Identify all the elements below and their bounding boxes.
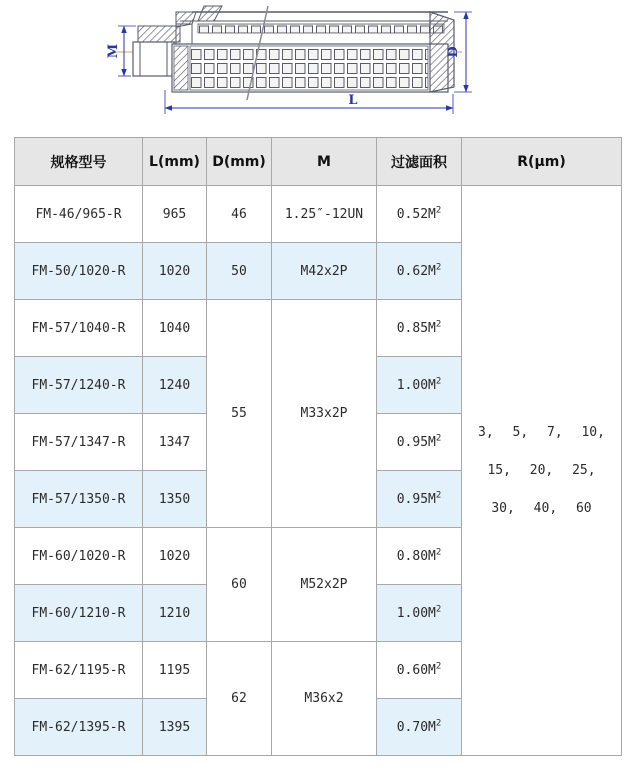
area-cell: $1.00M^2$ xyxy=(377,357,462,414)
dimension-m xyxy=(106,26,136,76)
model-cell: FM-46/965-R xyxy=(15,186,143,243)
length-cell: 1020 xyxy=(143,528,207,585)
area-cell: $0.70M^2$ xyxy=(377,699,462,756)
dim-label-d: D xyxy=(446,46,461,58)
model-cell: FM-50/1020-R xyxy=(15,243,143,300)
area-cell: $1.00M^2$ xyxy=(377,585,462,642)
area-cell: $0.80M^2$ xyxy=(377,528,462,585)
filter-drawing-svg xyxy=(0,0,634,134)
filter-element-drawing xyxy=(0,0,634,134)
model-cell: FM-60/1020-R xyxy=(15,528,143,585)
length-cell: 1395 xyxy=(143,699,207,756)
dim-label-l: L xyxy=(348,93,358,108)
header-diameter: D(mm) xyxy=(207,138,272,186)
thread-cell: M36x2 xyxy=(272,642,377,756)
area-cell: $0.62M^2$ xyxy=(377,243,462,300)
length-cell: 965 xyxy=(143,186,207,243)
header-length: L(mm) xyxy=(143,138,207,186)
model-cell: FM-57/1347-R xyxy=(15,414,143,471)
area-cell: $0.95M^2$ xyxy=(377,471,462,528)
header-area: 过滤面积 xyxy=(377,138,462,186)
header-thread: M xyxy=(272,138,377,186)
model-cell: FM-57/1350-R xyxy=(15,471,143,528)
diameter-cell: 62 xyxy=(207,642,272,756)
length-cell: 1240 xyxy=(143,357,207,414)
model-cell: FM-60/1210-R xyxy=(15,585,143,642)
spec-table-body xyxy=(15,186,622,756)
area-cell: $0.85M^2$ xyxy=(377,300,462,357)
thread-cell: 1.25″-12UN xyxy=(272,186,377,243)
dimension-l xyxy=(165,90,453,114)
model-cell: FM-57/1240-R xyxy=(15,357,143,414)
length-cell: 1020 xyxy=(143,243,207,300)
model-cell: FM-62/1395-R xyxy=(15,699,143,756)
area-cell: $0.95M^2$ xyxy=(377,414,462,471)
thread-cell: M42x2P xyxy=(272,243,377,300)
table-row xyxy=(15,186,622,243)
micron-cell: 3, 5, 7, 10, 15, 20, 25, 30, 40, 60 xyxy=(462,186,622,756)
diameter-cell: 60 xyxy=(207,528,272,642)
length-cell: 1195 xyxy=(143,642,207,699)
length-cell: 1350 xyxy=(143,471,207,528)
diameter-cell: 55 xyxy=(207,300,272,528)
diameter-cell: 46 xyxy=(207,186,272,243)
thread-cell: M52x2P xyxy=(272,528,377,642)
area-cell: $0.52M^2$ xyxy=(377,186,462,243)
model-cell: FM-57/1040-R xyxy=(15,300,143,357)
header-micron: R(μm) xyxy=(462,138,622,186)
dim-label-m: M xyxy=(106,43,121,59)
length-cell: 1040 xyxy=(143,300,207,357)
filter-mesh-body xyxy=(172,44,448,92)
header-model: 规格型号 xyxy=(15,138,143,186)
length-cell: 1210 xyxy=(143,585,207,642)
header-row xyxy=(15,138,622,186)
upper-shell-section xyxy=(176,6,448,33)
model-cell: FM-62/1195-R xyxy=(15,642,143,699)
length-cell: 1347 xyxy=(143,414,207,471)
diameter-cell: 50 xyxy=(207,243,272,300)
thread-cell: M33x2P xyxy=(272,300,377,528)
area-cell: $0.60M^2$ xyxy=(377,642,462,699)
spec-table xyxy=(14,137,622,756)
